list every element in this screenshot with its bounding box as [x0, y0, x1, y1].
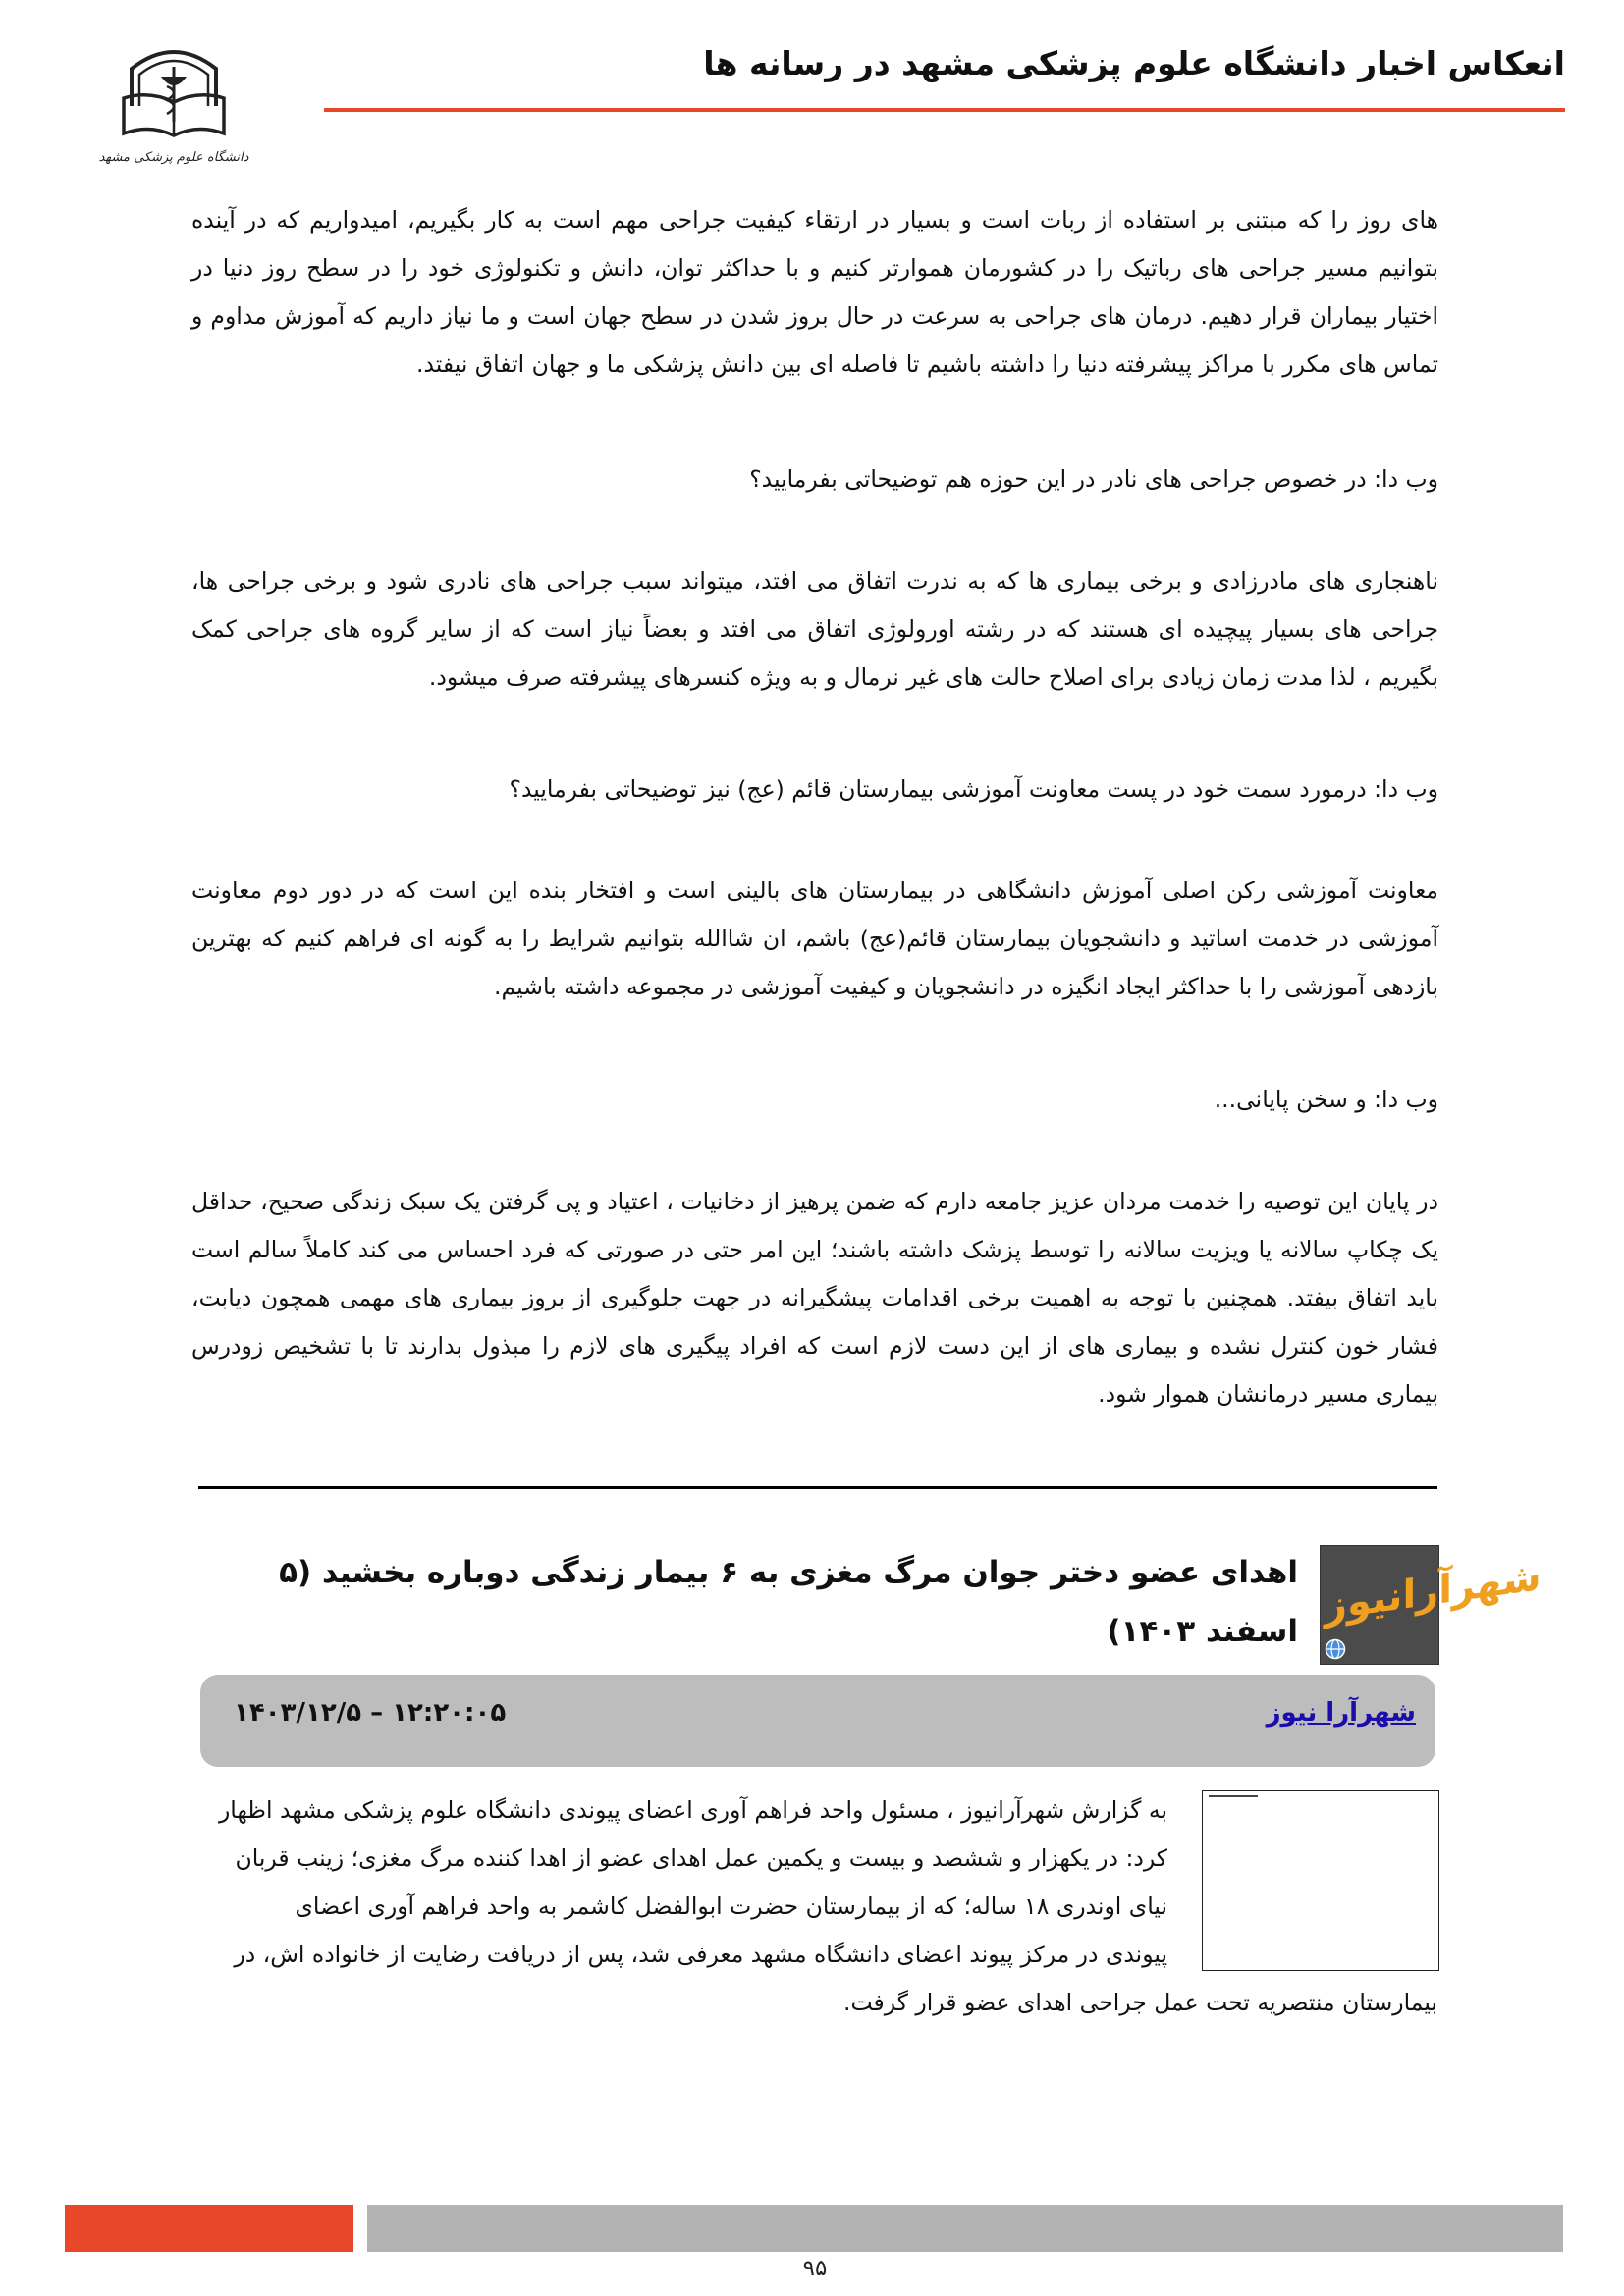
section-divider: [198, 1486, 1437, 1489]
article-paragraph: معاونت آموزشی رکن اصلی آموزش دانشگاهی در بیمارستان های بالینی است و افتخار بنده این است که در دور دوم معاونت آموزشی در خدمت اساتید و دانشجویان بیمارستان قائم(عج) باشم، ان شاالله بتوانیم شرایط را به گونه ای فراهم کنیم که بهترین بازدهی آموزشی را با حداکثر ایجاد انگیزه در دانشجویان و کیفیت آموزشی در مجموعه داشته باشیم.: [191, 877, 1438, 1000]
news-source-link[interactable]: شهرآرا نیوز: [1266, 1698, 1416, 1728]
news-body-line: بیمارستان منتصریه تحت عمل جراحی اهدای عضو قرار گرفت.: [843, 1989, 1437, 2016]
article-paragraph: ناهنجاری های مادرزادی و برخی بیماری ها که به ندرت اتفاق می افتد، میتواند سبب جراحی های نادری شود و برخی جراحی ها، جراحی های بسیار پیچیده ای هستند که در رشته اورولوژی اتفاق می افتد و بعضاً نیاز است که از سایر گروه های جراحی کمک بگیریم ، لذا مدت زمان زیادی برای اصلاح حالت های غیر نرمال و به ویژه کنسرهای پیشرفته صرف میشود.: [191, 567, 1438, 691]
university-logo: [98, 37, 249, 170]
news-datetime: ۱۴۰۳/۱۲/۵ – ۱۲:۲۰:۰۵: [234, 1698, 507, 1728]
news-source-logo: [1320, 1545, 1542, 1665]
interview-question: وب دا: درمورد سمت خود در پست معاونت آموزشی بیمارستان قائم (عج) نیز توضیحاتی بفرمایید؟: [509, 775, 1438, 803]
news-body-line: پیوندی در مرکز پیوند اعضای دانشگاه مشهد معرفی شد، پس از دریافت رضایت از خانواده اش، در: [234, 1941, 1167, 1968]
svg-text:دانشگاه علوم پزشکی مشهد: دانشگاه علوم پزشکی مشهد: [98, 150, 249, 165]
globe-icon: [1325, 1638, 1346, 1660]
news-body-line: نیای اوندری ۱۸ ساله؛ که از بیمارستان حضرت ابوالفضل کاشمر به واحد فراهم آوری اعضای: [295, 1893, 1167, 1920]
news-title: اهدای عضو دختر جوان مرگ مغزی به ۶ بیمار زندگی دوباره بخشید (۵ اسفند ۱۴۰۳): [279, 1555, 1298, 1649]
news-meta-bar: [200, 1675, 1435, 1767]
news-body-line: کرد: در یکهزار و ششصد و بیست و یکمین عمل اهدای عضو از اهدا کننده مرگ مغزی؛ زینب قربان: [235, 1844, 1167, 1872]
interview-question: وب دا: در خصوص جراحی های نادر در این حوزه هم توضیحاتی بفرمایید؟: [749, 465, 1438, 493]
header-divider: [324, 108, 1565, 112]
article-paragraph: های روز را که مبتنی بر استفاده از ربات است و بسیار در ارتقاء کیفیت جراحی مهم است به کار بگیریم، امیدواریم که در آینده بتوانیم مسیر جراحی های رباتیک را در کشورمان هموارتر کنیم و با حداکثر توان، دانش و تکنولوژی خود را در سطح روز دنیا در اختیار بیماران قرار دهیم. درمان های جراحی به سرعت در حال بروز شدن در سطح جهان است و ما نیاز داریم که آموزش مداوم و تماس های مکرر با مراکز پیشرفته دنیا را داشته باشیم تا فاصله ای بین دانش پزشکی ما و جهان اتفاق نیفتد.: [191, 206, 1438, 378]
page-number: ۹۵: [802, 2256, 828, 2281]
article-paragraph: در پایان این توصیه را خدمت مردان عزیز جامعه دارم که ضمن پرهیز از دخانیات ، اعتیاد و پی گرفتن یک سبک زندگی صحیح، حداقل یک چکاپ سالانه یا ویزیت سالانه را توسط پزشک داشته باشند؛ این امر حتی در صورتی که فرد احساس می کند کاملاً سالم است باید اتفاق بیفتد. همچنین با توجه به اهمیت برخی اقدامات پیشگیرانه در جهت جلوگیری از بروز بیماری های مهمی همچون دیابت، فشار خون کنترل نشده و بیماری های از این دست لازم است که افراد پیگیری های لازم را مبذول بدارند تا با تشخیص زودرس بیماری مسیر درمانشان هموار شود.: [191, 1188, 1438, 1408]
interview-question: وب دا: و سخن پایانی...: [1214, 1086, 1438, 1113]
footer-accent-bar: [65, 2205, 353, 2252]
footer-bar: [367, 2205, 1563, 2252]
news-body-line: به گزارش شهرآرانیوز ، مسئول واحد فراهم آوری اعضای پیوندی دانشگاه علوم پزشکی مشهد اظهار: [218, 1796, 1167, 1824]
news-body: [190, 1787, 1437, 2027]
news-source-logo-text: شهرآرانیوز: [1325, 1553, 1542, 1629]
document-header-title: انعکاس اخبار دانشگاه علوم پزشکی مشهد در رسانه ها: [703, 44, 1565, 82]
